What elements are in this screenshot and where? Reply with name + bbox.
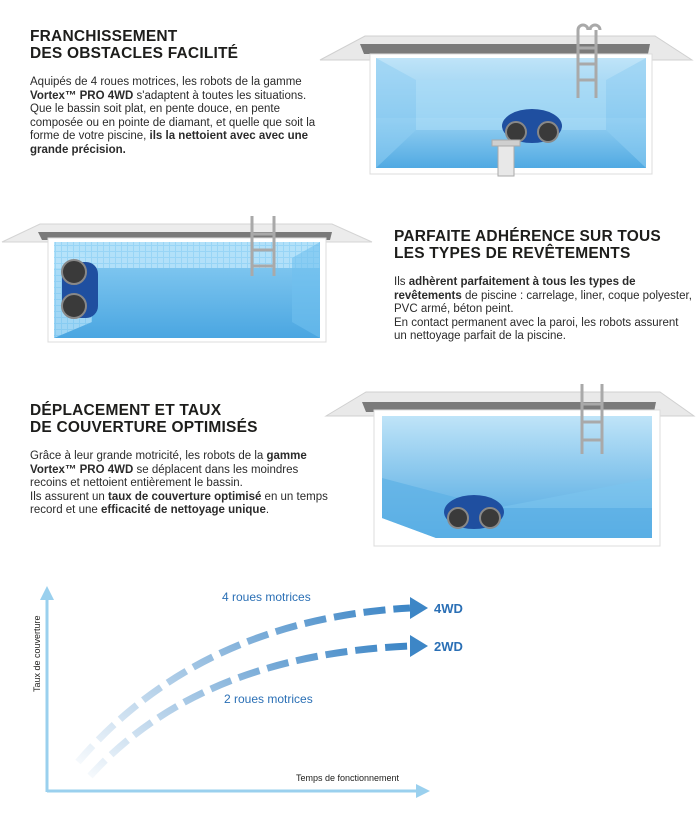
arrow-2wd-icon	[410, 635, 428, 657]
text-run: .	[265, 504, 270, 517]
text-bold: taux de couverture optimisé	[107, 490, 262, 503]
text-run: de piscine : carrelage, liner, coque polyester, PVC armé, béton peint.	[394, 289, 692, 316]
text-run: Ils	[394, 276, 409, 288]
series-end-label-2wd: 2WD	[434, 639, 463, 654]
x-axis	[47, 784, 430, 798]
paragraph	[394, 317, 694, 344]
y-axis-label: Taux de couverture	[32, 615, 42, 692]
paragraph	[30, 491, 330, 518]
text-bold: efficacité de nettoyage unique	[100, 504, 266, 517]
text-bold: ils la nettoient avec avec une grande précision.	[30, 130, 309, 156]
pool-illustration-adherence	[2, 210, 374, 345]
text-bold: adhèrent parfaitement à tous les types de revêtements	[394, 276, 636, 302]
text-run: se déplacent dans les moindres recoins et nettoient entièrement le bassin.	[30, 463, 299, 490]
title-line: PARFAITE ADHÉRENCE SUR TOUS	[394, 228, 661, 245]
section-body	[30, 450, 330, 518]
text-run: en un temps record et une	[30, 490, 328, 517]
section-obstacles	[30, 28, 330, 158]
section-title	[30, 28, 330, 62]
text-run: Aquipés de 4 roues motrices, les robots de la gamme	[30, 76, 302, 88]
title-line: LES TYPES DE REVÊTEMENTS	[394, 245, 631, 262]
title-line: DE COUVERTURE OPTIMISÉS	[30, 419, 258, 436]
arrow-right-icon	[416, 784, 430, 798]
section-adherence	[394, 228, 694, 344]
title-line: DÉPLACEMENT ET TAUX	[30, 402, 222, 419]
section-body	[394, 276, 694, 344]
paragraph	[394, 276, 694, 317]
y-axis	[40, 586, 54, 792]
section-body	[30, 76, 330, 158]
section-title	[394, 228, 694, 262]
paragraph	[30, 76, 330, 103]
x-axis-label: Temps de fonctionnement	[296, 773, 400, 783]
section-coverage	[30, 402, 330, 518]
series-end-label-4wd: 4WD	[434, 601, 463, 616]
robot-icon	[502, 109, 562, 143]
section-title	[30, 402, 330, 436]
pool-illustration-coverage	[326, 378, 698, 550]
paragraph	[30, 103, 330, 157]
title-line: FRANCHISSEMENT	[30, 28, 178, 45]
series-line-4wd	[78, 608, 410, 762]
robot-icon	[444, 495, 504, 529]
title-line: DES OBSTACLES FACILITÉ	[30, 45, 239, 62]
robot-icon	[62, 260, 98, 318]
series-line-2wd	[90, 646, 410, 776]
text-bold: gamme Vortex™ PRO 4WD	[30, 450, 307, 476]
text-run: Que le bassin soit plat, en pente douce, en pente composée ou en pointe de diamant, et quelle que soit la forme de votre piscine,	[30, 103, 316, 143]
text-run: Ils assurent un	[30, 490, 108, 503]
text-run: Grâce à leur grande motricité, les robots de la	[30, 450, 267, 462]
text-run: s'adaptent à toutes les situations.	[133, 89, 307, 102]
series-name-4wd: 4 roues motrices	[222, 590, 311, 604]
series-name-2wd: 2 roues motrices	[224, 692, 313, 706]
text-bold: Vortex™ PRO 4WD	[30, 89, 134, 102]
coverage-chart	[0, 580, 700, 810]
arrow-4wd-icon	[410, 597, 428, 619]
arrow-up-icon	[40, 586, 54, 600]
text-run: En contact permanent avec la paroi, les robots assurent un nettoyage parfait de la piscine.	[394, 316, 679, 343]
paragraph	[30, 450, 330, 491]
pool-illustration-obstacles	[320, 18, 700, 178]
